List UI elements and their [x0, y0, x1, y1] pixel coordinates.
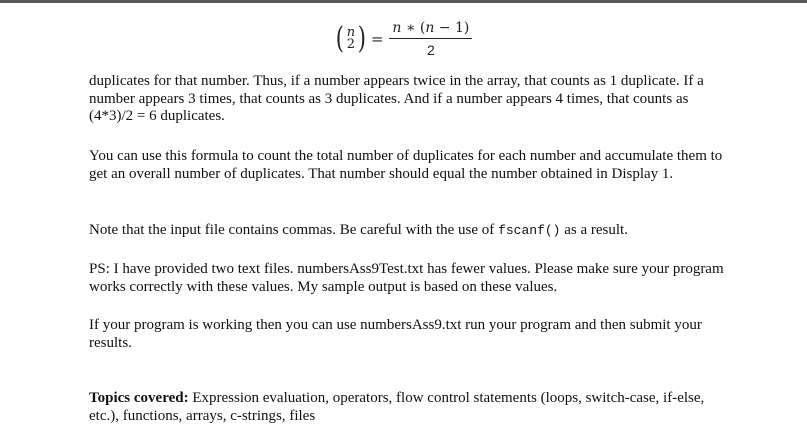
- combination-formula: [334, 14, 472, 64]
- paragraph-topics-covered: [89, 390, 729, 425]
- numerator-operator: ∗ (: [401, 20, 426, 36]
- numerator-minus-one: − 1): [434, 20, 470, 36]
- top-border: [0, 0, 807, 3]
- fraction-numerator: [389, 20, 472, 39]
- numerator-n: n: [392, 20, 402, 36]
- binomial-top: n: [346, 25, 356, 40]
- binomial-bottom: 2: [346, 37, 356, 52]
- right-paren: ): [357, 21, 367, 56]
- topics-text: Expression evaluation, operators, flow control statements (loops, switch-case, if-else, etc.), functions, arrays, c-strings, files: [89, 390, 705, 424]
- numerator-n-inner: n: [425, 20, 435, 36]
- paragraph-ps-note: PS: I have provided two text files. numbersAss9Test.txt has fewer values. Please make sure your program works correctly with these values. My sample output is based on these values.: [89, 261, 724, 295]
- paragraph-formula-usage: You can use this formula to count the total number of duplicates for each number and accumulate them to get an overall number of duplicates. That number should equal the number obtained in Display 1.: [89, 148, 723, 182]
- note-text-before: Note that the input file contains commas. Be careful with the use of: [89, 222, 499, 238]
- topics-label: Topics covered:: [89, 390, 189, 406]
- left-paren: (: [335, 21, 344, 56]
- paragraph-duplicates: duplicates for that number. Thus, if a number appears twice in the array, that counts as 1 duplicate. If a number appears 3 times, that counts as 3 duplicates. And if a number appears 4 times, that counts as (4*3)/2 = 6 duplicates.: [89, 73, 704, 124]
- note-text-after: as a result.: [560, 222, 628, 238]
- fraction-denominator: 2: [426, 42, 435, 58]
- binomial-stack: [347, 27, 355, 51]
- binomial-coefficient: [334, 21, 368, 56]
- paragraph-submit-note: If your program is working then you can use numbersAss9.txt run your program and then submit your results.: [89, 317, 702, 351]
- paragraph-commas-note: [89, 222, 729, 240]
- fraction: [389, 20, 472, 58]
- fscanf-code: fscanf(): [498, 223, 561, 238]
- equals-sign: =: [370, 30, 384, 48]
